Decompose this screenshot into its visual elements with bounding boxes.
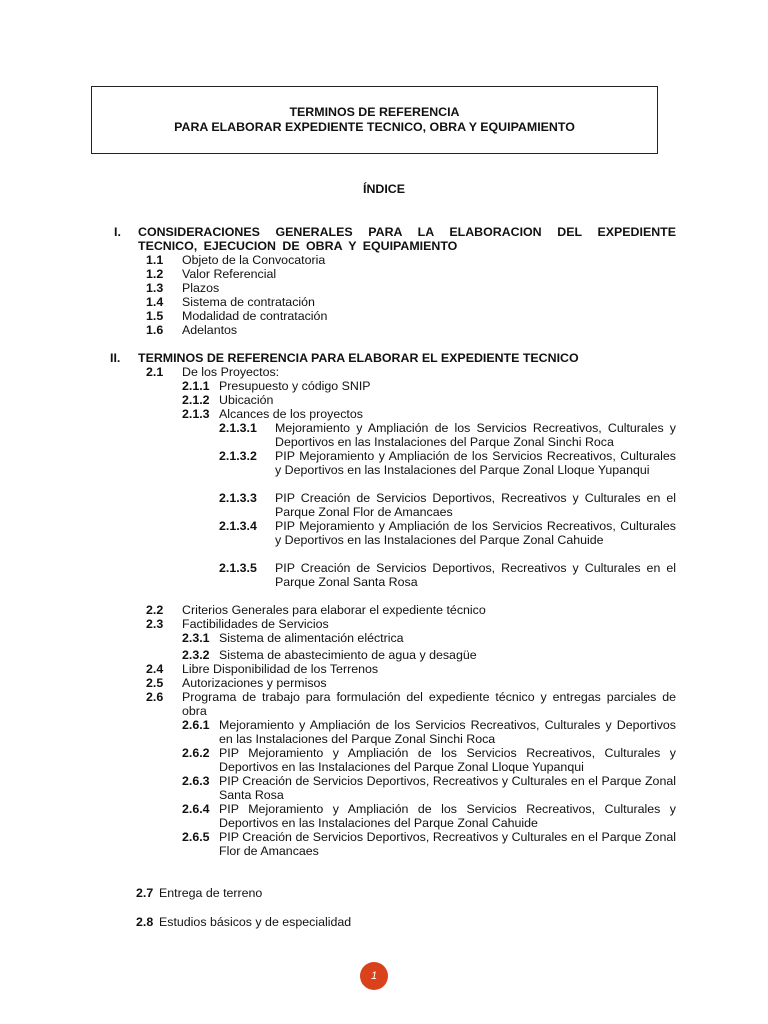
toc-number: 1.3 — [146, 281, 164, 295]
toc-entry: Modalidad de contratación — [182, 309, 328, 323]
toc-entry: Entrega de terreno — [159, 886, 263, 900]
toc-number: 2.1.3.3 — [219, 491, 257, 505]
document-title-line2: PARA ELABORAR EXPEDIENTE TECNICO, OBRA Y EQUIPAMIENTO — [174, 120, 575, 134]
toc-number: 2.6.5 — [182, 830, 210, 844]
page-number-badge — [360, 962, 388, 990]
toc-entry: PIP Creación de Servicios Deportivos, Recreativos y Culturales en el Parque Zonal Flor de Amancaes — [219, 830, 676, 858]
toc-entry: Sistema de abastecimiento de agua y desagüe — [219, 648, 477, 662]
toc-number: 2.2 — [146, 603, 164, 617]
toc-number: 2.1.3 — [182, 407, 210, 421]
toc-entry: Ubicación — [219, 393, 274, 407]
toc-number: 2.1.1 — [182, 379, 210, 393]
toc-entry: PIP Mejoramiento y Ampliación de los Servicios Recreativos, Culturales y Deportivos en las Instalaciones del Parque Zonal Cahuide — [275, 519, 676, 547]
toc-entry: Autorizaciones y permisos — [182, 676, 327, 690]
toc-entry: PIP Mejoramiento y Ampliación de los Servicios Recreativos, Culturales y Deportivos en las Instalaciones del Parque Zonal Cahuide — [219, 802, 676, 830]
toc-entry: Adelantos — [182, 323, 238, 337]
toc-number: 2.1.3.2 — [219, 449, 257, 463]
toc-number: 2.6.1 — [182, 718, 210, 732]
toc-entry: Estudios básicos y de especialidad — [159, 915, 352, 929]
toc-entry: Libre Disponibilidad de los Terrenos — [182, 662, 379, 676]
toc-number: 2.3.1 — [182, 631, 210, 645]
page-number: 1 — [370, 970, 378, 982]
toc-number: 1.5 — [146, 309, 164, 323]
toc-number: 1.2 — [146, 267, 164, 281]
toc-number: 1.1 — [146, 253, 164, 267]
toc-entry: PIP Creación de Servicios Deportivos, Recreativos y Culturales en el Parque Zonal Santa Rosa — [219, 774, 676, 802]
toc-number: 2.8 — [136, 915, 154, 929]
toc-number: 1.6 — [146, 323, 164, 337]
toc-number: 2.3 — [146, 617, 164, 631]
toc-number: 2.1.3.1 — [219, 421, 257, 435]
toc-number: 2.4 — [146, 662, 164, 676]
document-title-line1: TERMINOS DE REFERENCIA — [289, 105, 460, 119]
toc-number: 2.3.2 — [182, 648, 210, 662]
toc-entry: PIP Creación de Servicios Deportivos, Recreativos y Culturales en el Parque Zonal Flor de Amancaes — [275, 491, 676, 519]
toc-number: 2.1.2 — [182, 393, 210, 407]
toc-number: 1.4 — [146, 295, 164, 309]
toc-entry: Mejoramiento y Ampliación de los Servicios Recreativos, Culturales y Deportivos en las Instalaciones del Parque Zonal Sinchi Roca — [275, 421, 676, 449]
toc-number: 2.1.3.5 — [219, 561, 257, 575]
toc-number: 2.6 — [146, 690, 164, 704]
toc-entry: Sistema de alimentación eléctrica — [219, 631, 404, 645]
toc-entry: Alcances de los proyectos — [219, 407, 363, 421]
toc-number: 2.6.3 — [182, 774, 210, 788]
toc-number: 2.1.3.4 — [219, 519, 257, 533]
toc-number: 2.6.2 — [182, 746, 210, 760]
toc-entry: PIP Mejoramiento y Ampliación de los Servicios Recreativos, Culturales y Deportivos en las Instalaciones del Parque Zonal Lloque Yupanqui — [275, 449, 676, 477]
toc-entry: Valor Referencial — [182, 267, 277, 281]
toc-entry: De los Proyectos: — [182, 365, 280, 379]
section-1-title: CONSIDERACIONES GENERALES PARA LA ELABORACION DEL EXPEDIENTE TECNICO, EJECUCION DE OBRA Y EQUIPAMIENTO — [138, 225, 676, 253]
toc-entry: Mejoramiento y Ampliación de los Servicios Recreativos, Culturales y Deportivos en las Instalaciones del Parque Zonal Sinchi Roca — [219, 718, 676, 746]
toc-number: 2.5 — [146, 676, 164, 690]
section-2-title: TERMINOS DE REFERENCIA PARA ELABORAR EL EXPEDIENTE TECNICO — [138, 351, 579, 365]
index-heading: ÍNDICE — [363, 182, 405, 196]
toc-entry: Presupuesto y código SNIP — [219, 379, 371, 393]
document-title-box — [91, 86, 658, 154]
toc-entry: Sistema de contratación — [182, 295, 315, 309]
toc-entry: Criterios Generales para elaborar el expediente técnico — [182, 603, 486, 617]
toc-entry: Plazos — [182, 281, 220, 295]
toc-entry: Objeto de la Convocatoria — [182, 253, 326, 267]
toc-entry: PIP Mejoramiento y Ampliación de los Servicios Recreativos, Culturales y Deportivos en las Instalaciones del Parque Zonal Lloque Yupanqui — [219, 746, 676, 774]
toc-number: 2.7 — [136, 886, 154, 900]
toc-number: 2.6.4 — [182, 802, 210, 816]
toc-entry: Programa de trabajo para formulación del expediente técnico y entregas parciales de obra — [182, 690, 676, 718]
section-2-number: II. — [110, 351, 121, 365]
section-1-number: I. — [114, 225, 121, 239]
toc-entry: PIP Creación de Servicios Deportivos, Recreativos y Culturales en el Parque Zonal Santa Rosa — [275, 561, 676, 589]
toc-entry: Factibilidades de Servicios — [182, 617, 329, 631]
toc-number: 2.1 — [146, 365, 164, 379]
